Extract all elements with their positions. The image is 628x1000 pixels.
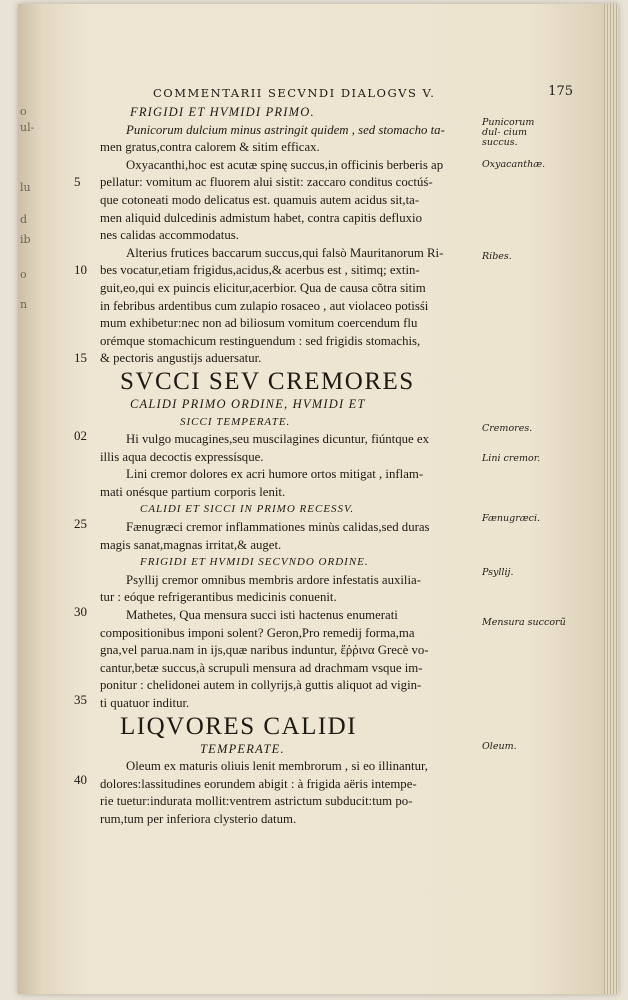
text-line: Fænugræci cremor inflammationes minùs calidas,sed duras bbox=[126, 520, 430, 535]
bleed-char: d bbox=[20, 213, 28, 226]
page-edge bbox=[604, 4, 618, 994]
text-line: nes calidas accommodatus. bbox=[100, 228, 239, 243]
marginal-note: Cremores. bbox=[482, 423, 533, 434]
marginal-note: Oleum. bbox=[482, 741, 517, 752]
text-line: ti quatuor inditur. bbox=[100, 696, 190, 710]
text-line: Punicorum dulcium minus astringit quidem , sed stomacho ta- bbox=[126, 122, 445, 137]
marginal-note: Psyllij. bbox=[482, 567, 514, 578]
text-line: pellatur: vomitum ac fluorem alui sistit: zaccaro conditus coctúś- bbox=[100, 175, 433, 190]
section-heading: LIQVORES CALIDI bbox=[120, 712, 358, 740]
text-line: rum,tum per inferiora clysterio datum. bbox=[100, 811, 297, 826]
text-line: Mathetes, Qua mensura succi isti hactenus enumerati bbox=[126, 608, 398, 623]
running-title: COMMENTARII SECVNDI DIALOGVS V. bbox=[153, 86, 436, 100]
marginal-note: Lini cremor. bbox=[482, 453, 541, 464]
folio-number: 175 bbox=[548, 84, 573, 99]
section-heading: SVCCI SEV CREMORES bbox=[120, 367, 415, 395]
text-line: & pectoris angustijs aduersatur. bbox=[100, 351, 262, 366]
text-line: dolores:lassitudines eorundem abigit : à frigida aëris intempe- bbox=[100, 776, 417, 791]
text-line: rie tuetur:indurata mollit:ventrem astrictum subducit:tum po- bbox=[100, 794, 413, 809]
bleed-char: ul- bbox=[20, 121, 35, 134]
section-subheading: CALIDI PRIMO ORDINE, HVMIDI ET bbox=[130, 396, 366, 411]
marginal-note: Punicorum dul- cium succus. bbox=[482, 117, 535, 148]
section-subheading: SICCI TEMPERATE. bbox=[180, 415, 291, 428]
text-line: Alterius frutices baccarum succus,qui falsò Mauritanorum Ri- bbox=[126, 245, 444, 260]
text-line: orémque stomachicum restinguendum : sed frigidis stomachis, bbox=[100, 333, 421, 348]
bleed-char: n bbox=[20, 298, 28, 311]
text-line: que cotoneati modo delicatus est. quamuis autem acidus sit,ta- bbox=[100, 192, 420, 207]
running-header bbox=[153, 86, 573, 100]
bleed-char: o bbox=[20, 105, 27, 118]
text-line: Hi vulgo mucagines,seu muscilagines dicuntur, fiúntque ex bbox=[126, 432, 429, 447]
main-text bbox=[100, 104, 492, 829]
section-subheading: FRIGIDI ET HVMIDI SECVNDO ORDINE. bbox=[140, 556, 369, 569]
section-subheading: CALIDI ET SICCI IN PRIMO RECESSV. bbox=[140, 503, 355, 516]
bleed-char: lu bbox=[20, 181, 31, 194]
text-line: Oxyacanthi,hoc est acutæ spinę succus,in officinis berberis ap bbox=[126, 157, 444, 172]
text-line: bes vocatur,etiam frigidus,acidus,& acerbus est , sitimq; extin- bbox=[100, 263, 420, 278]
text-line: Psyllij cremor omnibus membris ardore infestatis auxilia- bbox=[126, 572, 421, 587]
text-line: in febribus ardentibus cum zulapio rosaceo , aut violaceo potisśi bbox=[100, 298, 429, 313]
text-line: mum exhibetur:nec non ad biliosum vomitum coercendum flu bbox=[100, 316, 418, 331]
text-line: cantur,betæ succus,à scrupuli mensura ad drachmam vsque im- bbox=[100, 660, 423, 675]
text-line: guit,eo,qui ex puincis elicitur,acerbior. Qua de causa cõtra sitim bbox=[100, 280, 426, 295]
line-number: 5 bbox=[74, 174, 81, 189]
line-number: 15 bbox=[74, 350, 87, 365]
text-line: illis aqua decoctis expressísque. bbox=[100, 449, 264, 464]
bleed-char: ib bbox=[20, 233, 31, 246]
line-number: 30 bbox=[74, 604, 87, 619]
marginal-note: Oxyacanthæ. bbox=[482, 159, 546, 170]
text-line: Oleum ex maturis oliuis lenit membrorum , si eo illinantur, bbox=[126, 759, 428, 774]
text-line: Lini cremor dolores ex acri humore ortos mitigat , inflam- bbox=[126, 467, 424, 482]
marginal-note: Fænugræci. bbox=[482, 513, 541, 524]
text-line: mati onésque partium corporis lenit. bbox=[100, 484, 286, 499]
text-line: men aliquid dulcedinis admistum habet, contra capitis defluxio bbox=[100, 210, 422, 225]
marginal-note: Mensura succorũ bbox=[482, 617, 566, 628]
marginal-note: Ribes. bbox=[482, 251, 512, 262]
bleed-char: o bbox=[20, 268, 27, 281]
text-line: gna,vel parua.nam in ijs,quæ naribus induntur, ἔῤῥινα Grecè vo- bbox=[100, 643, 429, 658]
section-subheading: TEMPERATE. bbox=[200, 741, 285, 756]
line-number: 25 bbox=[74, 516, 87, 531]
text-line: ponitur : chelidonei autem in collyrijs,à guttis aliquot ad vigin- bbox=[100, 678, 422, 693]
section-subheading: FRIGIDI ET HVMIDI PRIMO. bbox=[130, 105, 315, 119]
line-number: 02 bbox=[74, 428, 87, 443]
line-number: 10 bbox=[74, 262, 87, 277]
text-line: men gratus,contra calorem & sitim efficax. bbox=[100, 140, 320, 155]
book-page bbox=[18, 4, 618, 994]
text-line: magis sanat,magnas irritat,& auget. bbox=[100, 537, 282, 552]
text-line: tur : eóque refrigerantibus medicinis conuenit. bbox=[100, 590, 337, 605]
text-line: compositionibus imponi solent? Geron,Pro remedij forma,ma bbox=[100, 625, 415, 640]
line-number: 40 bbox=[74, 772, 87, 787]
line-number: 35 bbox=[74, 692, 87, 707]
